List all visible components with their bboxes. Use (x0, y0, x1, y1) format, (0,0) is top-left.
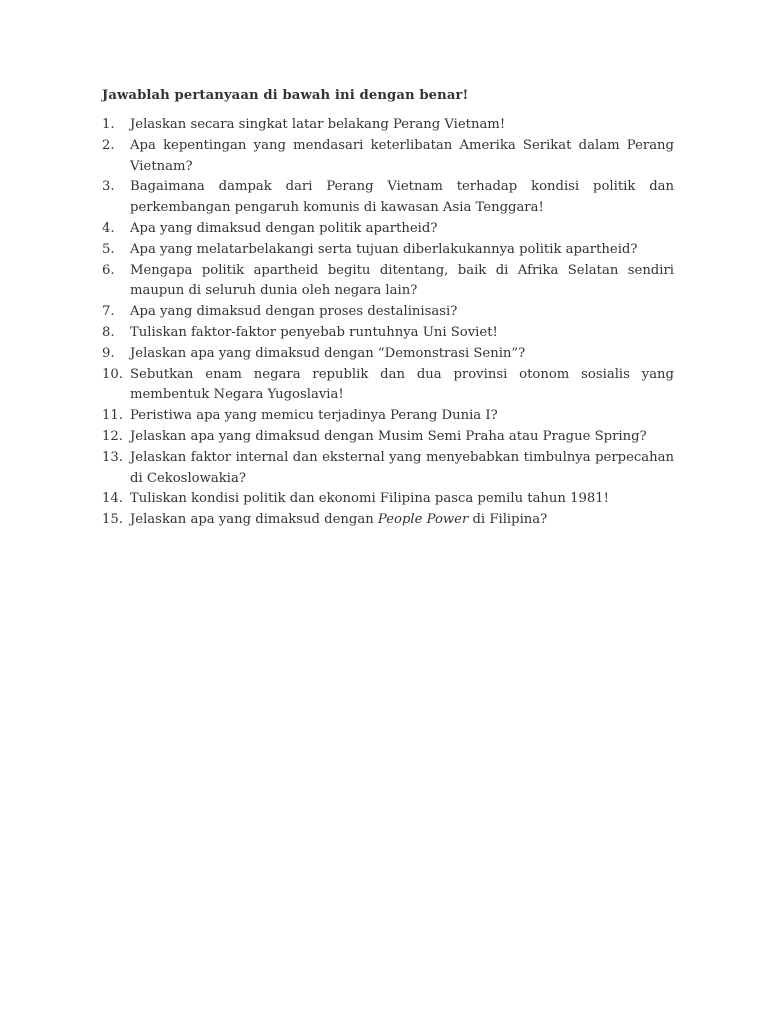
question-number: 8. (102, 324, 115, 340)
question-text: Jelaskan faktor internal dan eksternal yang menyebabkan timbulnya perpecahan di Cekoslowakia? (130, 449, 674, 486)
question-item (102, 323, 674, 344)
question-number: 4. (102, 220, 115, 236)
question-item (102, 115, 674, 136)
question-item (102, 365, 674, 407)
question-text: Mengapa politik apartheid begitu ditentang, baik di Afrika Selatan sendiri maupun di seluruh dunia oleh negara lain? (130, 262, 674, 299)
question-item (102, 240, 674, 261)
question-item (102, 406, 674, 427)
question-text: Apa yang dimaksud dengan politik apartheid? (130, 220, 438, 236)
question-text: Apa kepentingan yang mendasari keterlibatan Amerika Serikat dalam Perang Vietnam? (130, 137, 674, 174)
question-list (102, 115, 674, 531)
question-text-emphasis: People Power (377, 512, 469, 528)
question-text: Bagaimana dampak dari Perang Vietnam terhadap kondisi politik dan perkembangan pengaruh komunis di kawasan Asia Tenggara! (130, 179, 674, 216)
question-number: 14. (102, 491, 123, 507)
document-page (102, 86, 674, 531)
question-text: Apa yang melatarbelakangi serta tujuan diberlakukannya politik apartheid? (130, 241, 638, 257)
question-number: 10. (102, 366, 123, 382)
question-text: Sebutkan enam negara republik dan dua provinsi otonom sosialis yang membentuk Negara Yugoslavia! (130, 366, 674, 403)
question-text: Peristiwa apa yang memicu terjadinya Perang Dunia I? (130, 408, 498, 424)
question-number: 15. (102, 512, 123, 528)
question-number: 6. (102, 262, 115, 278)
question-number: 12. (102, 428, 123, 444)
question-item (102, 261, 674, 303)
question-text: Apa yang dimaksud dengan proses destalinisasi? (130, 304, 458, 320)
question-item (102, 219, 674, 240)
question-number: 9. (102, 345, 115, 361)
question-number: 13. (102, 449, 123, 465)
question-number: 1. (102, 117, 115, 132)
question-item (102, 136, 674, 178)
question-number: 2. (102, 137, 115, 153)
question-number: 7. (102, 304, 115, 320)
question-number: 5. (102, 241, 115, 257)
question-number: 3. (102, 179, 115, 195)
question-item (102, 177, 674, 219)
question-item (102, 489, 674, 510)
question-item (102, 448, 674, 490)
question-text: Tuliskan kondisi politik dan ekonomi Filipina pasca pemilu tahun 1981! (130, 491, 609, 507)
question-text-after: di Filipina? (468, 512, 548, 528)
question-item (102, 302, 674, 323)
question-text: Jelaskan secara singkat latar belakang Perang Vietnam! (130, 117, 506, 132)
question-text: Jelaskan apa yang dimaksud dengan “Demonstrasi Senin”? (130, 345, 526, 361)
instruction-heading: Jawablah pertanyaan di bawah ini dengan benar! (102, 88, 469, 103)
question-item (102, 427, 674, 448)
question-text: Tuliskan faktor-faktor penyebab runtuhnya Uni Soviet! (130, 324, 498, 340)
question-number: 11. (102, 408, 123, 424)
question-text-before: Jelaskan apa yang dimaksud dengan (130, 512, 378, 528)
question-item (102, 510, 674, 531)
question-item (102, 344, 674, 365)
question-text (130, 510, 674, 531)
question-text: Jelaskan apa yang dimaksud dengan Musim Semi Praha atau Prague Spring? (130, 428, 647, 444)
